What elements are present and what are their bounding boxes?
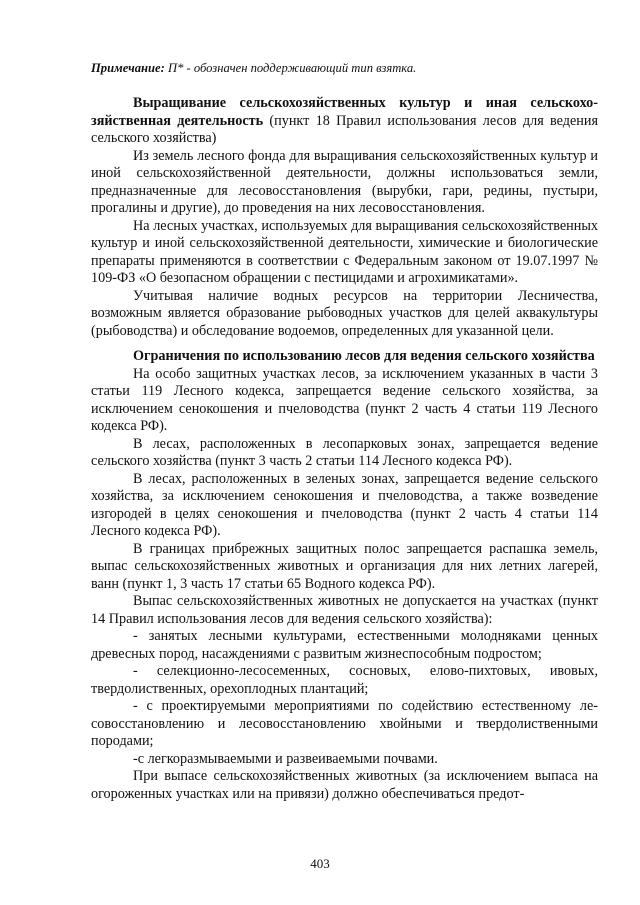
paragraph: В границах прибрежных защитных полос запрещается распашка земель, выпас сельскохозяйственных животных и организация для них летних лагерей, ванн (пункт 1, 3 часть 17 статьи 65 Водного кодекса РФ).	[91, 540, 598, 592]
section-heading-bold: Выращивание сельскохозяйственных культур и иная сельскохозяйственная деятельность	[91, 95, 598, 129]
paragraph: На лесных участках, используемых для выращивания сельскохозяйственных культур и иной сельскохозяйственной деятельности, химические и биологические препараты применяются в соответствии с Федеральным законом от 19.07.1997 № 109-ФЗ «О безопасном обращении с пестицидами и агрохимикатами».	[91, 217, 598, 286]
paragraph: Учитывая наличие водных ресурсов на территории Лесничества, возможным является образование рыбоводных участков для целей аквакультуры (рыбоводства) и обследование водоемов, определенных для указанной цели.	[91, 287, 598, 339]
section-heading-reference: (пункт 18 Правил использования лесов для ведения сельского хозяйства)	[91, 112, 599, 146]
document-page	[91, 60, 598, 803]
list-item: - с проектируемыми мероприятиями по содействию естественному лесовосстановлению и лесовосстановлению хвойными и твердолиственными породами;	[91, 698, 598, 749]
paragraph: На особо защитных участках лесов, за исключением указанных в части 3 статьи 119 Лесного кодекса, запрещается ведение сельского хозяйства, за исключением сенокошения и пчеловодства (пункт 2 часть 4 статьи 119 Лесного кодекса РФ).	[91, 365, 598, 434]
section-spacer	[91, 340, 598, 348]
paragraph: В лесах, расположенных в лесопарковых зонах, запрещается ведение сельского хозяйства (пункт 3 часть 2 статьи 114 Лесного кодекса РФ).	[91, 435, 598, 469]
section-heading-cultivation	[91, 95, 598, 148]
section-heading-bold: Ограничения по использованию лесов для ведения сельского хозяйства	[133, 348, 595, 364]
paragraph: При выпасе сельскохозяйственных животных (за исключением выпаса на огороженных участках или на привязи) должно обеспечиваться предот-	[91, 768, 598, 802]
note	[91, 60, 598, 77]
paragraph: Выпас сельскохозяйственных животных не допускается на участках (пункт 14 Правил использования лесов для ведения сельского хозяйства):	[91, 593, 598, 627]
page-number: 403	[310, 856, 330, 871]
note-text: П* - обозначен поддерживающий тип взятка.	[164, 61, 417, 75]
list-item: - занятых лесными культурами, естественными молодняками ценных древесных пород, насаждениями с развитым жизнеспособным подростом;	[91, 628, 598, 662]
paragraph: В лесах, расположенных в зеленых зонах, запрещается ведение сельского хозяйства, за исключением сенокошения и пчеловодства, а также возведение изгородей в целях сенокошения и пчеловодства (пункт 2 часть 4 статьи 114 Лесного кодекса РФ).	[91, 470, 598, 539]
note-label: Примечание:	[91, 61, 165, 75]
section-heading-restrictions	[91, 348, 598, 366]
paragraph: Из земель лесного фонда для выращивания сельскохозяйственных культур и иной сельскохозяйственной деятельности, должны использоваться земли, предназначенные для лесовосстановления (вырубки, гари, редины, пустыри, прогалины и другие), до проведения на них лесовосстановления.	[91, 147, 598, 216]
list-item: -с легкоразмываемыми и развеиваемыми почвами.	[133, 750, 438, 767]
list-item: - селекционно-лесосеменных, сосновых, елово-пихтовых, ивовых, твердолиственных, орехоплодных плантаций;	[91, 663, 598, 697]
